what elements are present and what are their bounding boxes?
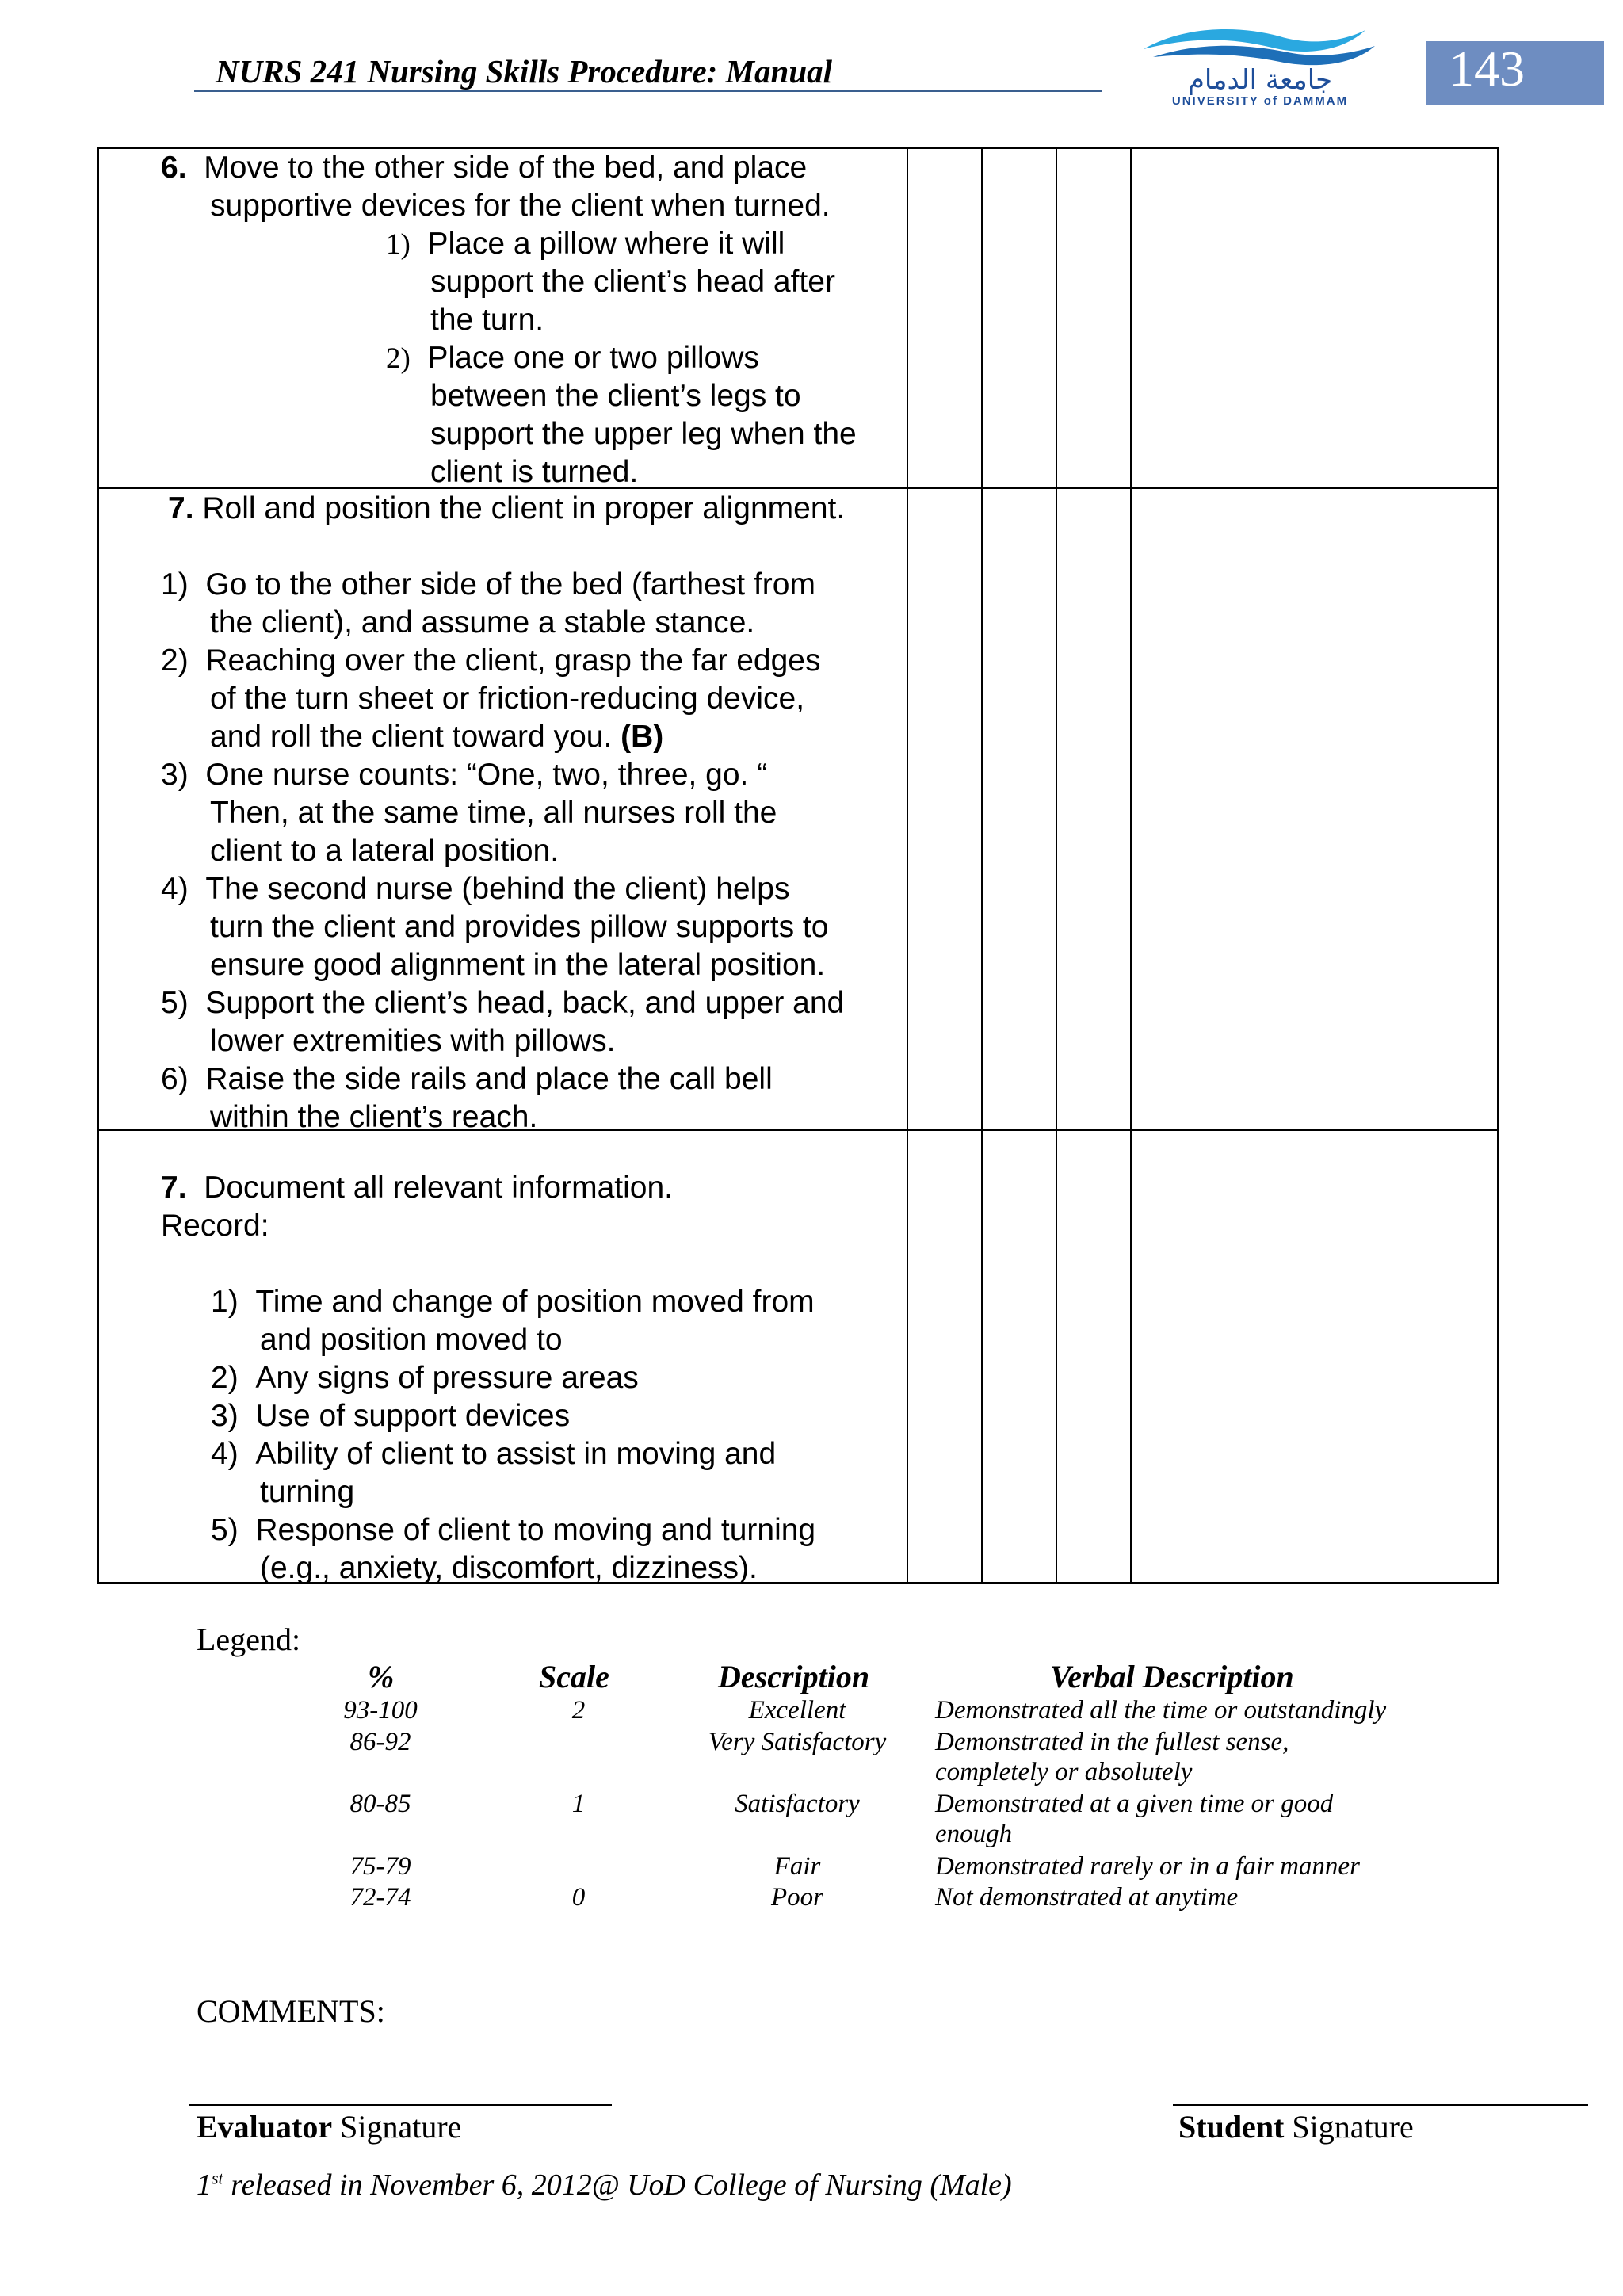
page-number: 143: [1449, 40, 1525, 97]
legend-header-scale: Scale: [539, 1659, 609, 1694]
step-7-document-cell: [161, 1169, 673, 1245]
list-number: 2): [386, 342, 411, 375]
list-number: 1): [211, 1285, 239, 1319]
legend-scale: 1: [571, 1790, 586, 1818]
procedure-steps-table: [97, 147, 1499, 1584]
list-item: turning: [260, 1475, 355, 1509]
legend-description: Fair: [773, 1852, 821, 1881]
legend-percent: 75-79: [349, 1852, 411, 1881]
legend-scale: 2: [571, 1696, 586, 1725]
list-item: Time and change of position moved from: [255, 1285, 815, 1319]
release-sup: st: [212, 2168, 223, 2188]
legend-verbal: completely or absolutely: [935, 1758, 1193, 1786]
legend-verbal: enough: [935, 1820, 1013, 1848]
list-number: 2): [161, 644, 189, 678]
step-number: 7.: [161, 1171, 187, 1205]
legend-header-verbal: Verbal Description: [1050, 1659, 1294, 1694]
list-item: client is turned.: [430, 455, 639, 489]
list-item: within the client’s reach.: [210, 1100, 538, 1134]
list-item: client to a lateral position.: [210, 834, 559, 868]
evaluator-bold: Evaluator: [197, 2109, 333, 2145]
figure-reference: (B): [621, 720, 664, 754]
legend-description: Satisfactory: [735, 1790, 860, 1818]
list-item: Place a pillow where it will: [427, 227, 785, 261]
release-note: [197, 2168, 1012, 2202]
list-number: 3): [161, 758, 189, 792]
list-item: Use of support devices: [255, 1399, 571, 1433]
step-title-cont: supportive devices for the client when turned.: [210, 189, 831, 223]
legend-label: Legend:: [197, 1622, 301, 1657]
list-item: support the client’s head after: [430, 265, 835, 299]
record-label: Record:: [161, 1209, 269, 1243]
list-item: and position moved to: [260, 1323, 563, 1357]
legend-percent: 93-100: [343, 1696, 418, 1725]
legend-scale: 0: [571, 1883, 586, 1912]
step-7-roll-cell: [168, 490, 845, 528]
list-item: of the turn sheet or friction-reducing device,: [210, 682, 805, 716]
list-item: support the upper leg when the: [430, 417, 857, 451]
column-divider: [1130, 149, 1132, 1582]
university-logo: [1129, 24, 1391, 107]
list-number: 1): [386, 228, 411, 261]
legend-verbal: Not demonstrated at anytime: [935, 1883, 1239, 1912]
list-item: Place one or two pillows: [427, 341, 759, 375]
logo-arabic-text: جامعة الدمام: [1187, 64, 1333, 96]
evaluator-signature-label: [197, 2108, 461, 2145]
list-item: Response of client to moving and turning: [255, 1513, 816, 1547]
list-number: 6): [161, 1062, 189, 1096]
list-item: Ability of client to assist in moving and: [255, 1437, 777, 1471]
legend-description: Poor: [771, 1883, 823, 1912]
list-number: 5): [211, 1513, 239, 1547]
document-title: NURS 241 Nursing Skills Procedure: Manual: [216, 53, 833, 90]
list-item: Go to the other side of the bed (farthest from: [205, 567, 815, 602]
legend-verbal: Demonstrated rarely or in a fair manner: [935, 1852, 1360, 1881]
list-item: ensure good alignment in the lateral position.: [210, 948, 826, 982]
list-item: Support the client’s head, back, and upper and: [205, 986, 845, 1020]
list-number: 1): [161, 567, 189, 602]
list-item: Any signs of pressure areas: [255, 1361, 639, 1395]
student-rest: Signature: [1284, 2109, 1414, 2145]
legend-verbal: Demonstrated at a given time or good: [935, 1790, 1334, 1818]
step-title: Roll and position the client in proper alignment.: [202, 491, 846, 525]
legend-description: Very Satisfactory: [708, 1728, 887, 1756]
list-item: Raise the side rails and place the call bell: [205, 1062, 773, 1096]
column-divider: [1056, 149, 1057, 1582]
list-item: (e.g., anxiety, discomfort, dizziness).: [260, 1551, 758, 1585]
column-divider: [981, 149, 983, 1582]
list-item: between the client’s legs to: [430, 379, 801, 413]
legend-header-description: Description: [718, 1659, 870, 1694]
legend-verbal: Demonstrated all the time or outstandingly: [935, 1696, 1387, 1725]
step-title: Move to the other side of the bed, and place: [204, 151, 808, 185]
list-number: 4): [161, 872, 189, 906]
list-item: the turn.: [430, 303, 544, 337]
list-item: turn the client and provides pillow supports to: [210, 910, 829, 944]
header-rule: [194, 90, 1102, 92]
step-6-cell: [161, 149, 831, 225]
legend-percent: 86-92: [349, 1728, 411, 1756]
list-item: lower extremities with pillows.: [210, 1024, 616, 1058]
logo-wave-bottom: [1153, 46, 1375, 65]
step-title: Document all relevant information.: [204, 1171, 673, 1205]
release-text: released in November 6, 2012@ UoD College of Nursing (Male): [223, 2168, 1012, 2202]
step-number: 7.: [168, 491, 194, 525]
evaluator-rest: Signature: [332, 2109, 462, 2145]
student-bold: Student: [1178, 2109, 1285, 2145]
step-6-sub-list: [386, 225, 857, 491]
legend-header-percent: %: [368, 1659, 395, 1694]
step-7-roll-list: [161, 566, 844, 1137]
list-item: The second nurse (behind the client) helps: [205, 872, 790, 906]
comments-label: COMMENTS:: [197, 1993, 385, 2029]
column-divider: [907, 149, 908, 1582]
student-signature-line: [1173, 2104, 1588, 2106]
list-number: 5): [161, 986, 189, 1020]
list-item: and roll the client toward you.: [210, 720, 613, 754]
list-item: the client), and assume a stable stance.: [210, 606, 755, 640]
student-signature-label: [1178, 2108, 1414, 2145]
list-item: Reaching over the client, grasp the far edges: [205, 644, 821, 678]
legend-percent: 80-85: [349, 1790, 411, 1818]
list-number: 2): [211, 1361, 239, 1395]
list-item: Then, at the same time, all nurses roll the: [210, 796, 777, 830]
evaluator-signature-line: [189, 2104, 612, 2106]
step-number: 6.: [161, 151, 187, 185]
list-number: 4): [211, 1437, 239, 1471]
list-item: One nurse counts: “One, two, three, go. “: [205, 758, 768, 792]
legend-verbal: Demonstrated in the fullest sense,: [935, 1728, 1289, 1756]
step-7-document-list: [211, 1283, 815, 1587]
logo-latin-text: UNIVERSITY of DAMMAM: [1171, 94, 1349, 107]
list-number: 3): [211, 1399, 239, 1433]
legend-description: Excellent: [748, 1696, 846, 1725]
legend-percent: 72-74: [349, 1883, 411, 1912]
release-num: 1: [197, 2168, 212, 2202]
